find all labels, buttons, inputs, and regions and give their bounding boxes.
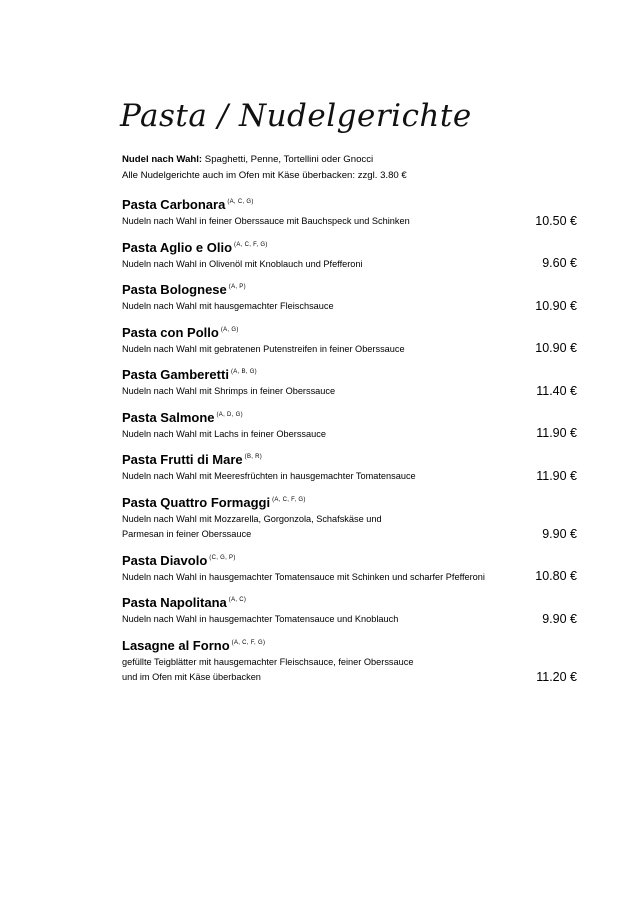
item-description: Nudeln nach Wahl in Olivenöl mit Knoblauch und Pfefferoni [122, 258, 363, 269]
item-name: Pasta Salmone [122, 409, 215, 425]
item-price: 10.90 € [535, 298, 577, 313]
item-name: Pasta Quattro Formaggi [122, 494, 271, 510]
page-title: Pasta / Nudelgerichte [120, 98, 472, 134]
item-allergens: (A, C, F, G) [272, 496, 306, 503]
item-description: Nudeln nach Wahl mit Meeresfrüchten in hausgemachter Tomatensauce [122, 471, 416, 481]
item-name: Pasta Napolitana [122, 595, 227, 610]
menu-item [122, 448, 577, 485]
item-description: Nudeln nach Wahl mit Mozzarella, Gorgonzola, Schafskäse und [122, 513, 382, 524]
menu-item [122, 363, 577, 400]
item-description: Nudeln nach Wahl mit Shrimps in feiner Oberssauce [122, 386, 336, 396]
item-price: 9.90 € [542, 526, 577, 541]
item-name: Pasta Aglio e Olio [122, 239, 233, 255]
item-description-continued: und im Ofen mit Käse überbacken [122, 672, 261, 682]
item-price: 11.90 € [536, 426, 577, 440]
noodle-choice-options: Spaghetti, Penne, Tortellini oder Gnocci [202, 154, 374, 165]
item-allergens: (A, C, G) [227, 199, 254, 205]
menu-item [122, 236, 577, 273]
item-allergens: (A, C, F, G) [231, 639, 266, 646]
item-price: 10.90 € [535, 341, 577, 355]
menu-item [122, 591, 577, 628]
item-price: 9.90 € [542, 611, 577, 626]
menu-item [122, 193, 577, 230]
menu-item [122, 406, 577, 443]
item-allergens: (A, C, F, G) [234, 241, 268, 248]
item-description: Nudeln nach Wahl mit hausgemachter Fleischsauce [122, 301, 334, 311]
item-allergens: (A, D, G) [216, 411, 243, 418]
item-description: Nudeln nach Wahl in hausgemachter Tomatensauce mit Schinken und scharfer Pfefferoni [122, 571, 485, 582]
item-name: Pasta Gamberetti [122, 367, 229, 382]
item-price: 11.20 € [536, 669, 577, 684]
noodle-choice-label: Nudel nach Wahl: [122, 154, 203, 165]
intro-block [122, 152, 407, 184]
menu-item [122, 549, 577, 586]
item-name: Pasta Bolognese [122, 282, 227, 297]
item-description: gefüllte Teigblätter mit hausgemachter Fleischsauce, feiner Oberssauce [122, 656, 414, 667]
item-allergens: (A, G) [220, 326, 239, 333]
item-price: 9.60 € [542, 256, 577, 270]
item-name: Pasta Diavolo [122, 552, 208, 568]
item-price: 11.40 € [536, 383, 577, 398]
menu-item [122, 321, 577, 358]
menu-item [122, 491, 577, 543]
item-allergens: (B, R) [244, 454, 263, 460]
item-name: Lasagne al Forno [122, 637, 230, 653]
item-price: 10.80 € [535, 569, 577, 583]
menu-items-list [122, 193, 577, 692]
noodle-choice-line [122, 152, 407, 168]
item-description: Nudeln nach Wahl in hausgemachter Tomatensauce und Knoblauch [122, 614, 399, 624]
menu-item [122, 278, 577, 315]
item-allergens: (A, B, G) [230, 369, 257, 375]
item-allergens: (A, P) [228, 284, 246, 290]
item-allergens: (C, G, P) [209, 554, 236, 561]
item-price: 10.50 € [535, 213, 577, 228]
item-allergens: (A, C) [228, 597, 247, 603]
item-description-continued: Parmesan in feiner Oberssauce [122, 529, 252, 539]
item-description: Nudeln nach Wahl in feiner Oberssauce mit Bauchspeck und Schinken [122, 216, 410, 226]
item-price: 11.90 € [536, 468, 577, 483]
item-name: Pasta Frutti di Mare [122, 452, 243, 467]
item-description: Nudeln nach Wahl mit Lachs in feiner Oberssauce [122, 428, 326, 439]
item-name: Pasta Carbonara [122, 197, 226, 212]
menu-item [122, 634, 577, 686]
oven-note: Alle Nudelgerichte auch im Ofen mit Käse überbacken: zzgl. 3.80 € [122, 170, 407, 181]
item-description: Nudeln nach Wahl mit gebratenen Putenstreifen in feiner Oberssauce [122, 343, 405, 354]
item-name: Pasta con Pollo [122, 324, 219, 340]
